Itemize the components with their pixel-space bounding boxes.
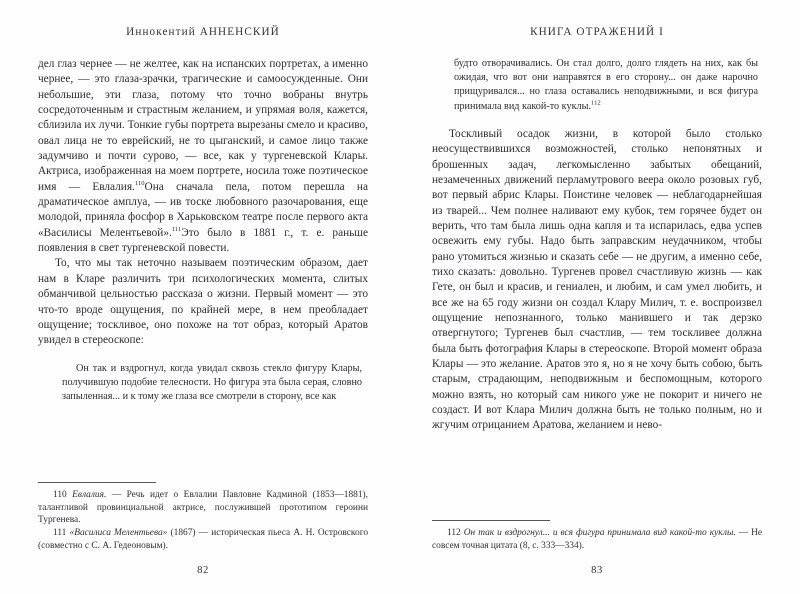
paragraph-text-tail: Это было в 1881 г., т. е. раньше появления в свет тургеневской повести. xyxy=(38,226,368,255)
footnote-item xyxy=(432,527,762,552)
footnote-separator-rule xyxy=(432,520,550,521)
block-quote-continued xyxy=(432,57,762,114)
footnote-text: — Речь идет о Евлалии Павловне Кадминой (1853—1881), талантливой провинциальной актрисе, послужившей прототипом героини Тургенева. xyxy=(38,490,368,525)
footnote-text: — Не совсем точная цитата (8, с. 333—334). xyxy=(432,528,763,551)
block-quote-text: будто отворачивались. Он стал долго, долго глядеть на них, как бы ожидая, что вот они направятся в его сторону... он даже нарочно прищуривался... но глаза оставались неподвижными, и вся фигура принимала вид какой-то куклы. xyxy=(454,58,758,112)
left-page-footnotes xyxy=(38,477,368,552)
footnote-item xyxy=(38,489,368,527)
footnote-separator-rule xyxy=(38,482,156,483)
right-page xyxy=(400,0,800,594)
paragraph xyxy=(38,57,368,256)
footnote-ref-112[interactable]: 112 xyxy=(591,99,601,107)
left-page-running-head: Иннокентий АННЕНСКИЙ xyxy=(126,26,280,38)
right-page-number: 83 xyxy=(591,565,603,576)
footnote-ref-110[interactable]: 110 xyxy=(134,179,145,187)
footnote-text: (1867) — историческая пьеса А. Н. Островского (совместно с С. А. Гедеоновым). xyxy=(38,528,369,551)
right-page-body xyxy=(432,57,762,515)
block-quote: Он так и вздрогнул, когда увидал сквозь стекло фигуру Клары, получившую подобие телесности. Но фигура эта была серая, словно запыленная... и к тому же глаза все смотрели в сторону, все как xyxy=(62,362,362,402)
right-page-footnotes xyxy=(432,515,762,552)
footnote-number: 112 xyxy=(447,528,461,538)
footnote-number: 110 xyxy=(53,490,67,500)
footnote-ref-111[interactable]: 111 xyxy=(171,226,182,234)
paragraph-text: дел глаз чернее — не желтее, как на испанских портретах, а именно чернее, — это глаза-зрачки, трагические и самоосужденные. Они небольшие, эти глаза, потому что точно вобраны внутрь сосредоточенным и страстным желанием, и упрямая воля, кажется, сблизила их лучи. Тонкие губы портрета вырезаны смело и красиво, овал лица не то еврейский, не то цыганский, и самое лицо также задумчиво и почти сурово, — все, как у тургеневской Клары. Актриса, изображенная на моем портрете, носила тоже поэтическое имя — Евлалия. xyxy=(38,58,368,193)
footnote-italic-lead: «Василиса Мелентьева» xyxy=(69,528,168,538)
paragraph: Тоскливый осадок жизни, в которой было столько неосуществившихся возможностей, столько непонятных и брошенных задач, легкомысленно забытых обещаний, незамеченных движений перламутрового веера около розовых губ, вот первый абрис Клары. Поистине человек — неблагодарнейшая из тварей... Чем полнее наливают ему кубок, тем горячее будет он верить, что там была лишь одна капля и та испарилась, едва успев освежить ему губы. Надо быть заправским неудачником, чтобы рано утомиться жизнью и сказать себе — не другим, а именно себе, тихо сказать: довольно. Тургенев провел счастливую жизнь — как Гете, он был и красив, и гениален, и любим, и сам умел любить, и все же на 65 году жизни он создал Клару Милич, т. е. воспроизвел ощущение непознанного, только манившего и так дерзко отвергнутого; Тургенев был счастлив, — тем тоскливее должна была быть фотография Клары в стереоскопе. Второй момент образа Клары — это желание. Аратов это я, но я не хочу быть собою, быть старым, страдающим, неподвижным и беспомощным, которого можно взять, но который сам никого уже не покорит и ничего не создаст. И вот Клара Милич должна быть не только полным, но и жгучим отрицанием Аратова, желанием и нево- xyxy=(432,127,762,432)
footnote-number: 111 xyxy=(53,528,67,538)
footnote-italic-lead: Он так и вздрогнул... и вся фигура принимала вид какой-то куклы. xyxy=(463,528,736,538)
footnote-italic-lead: Евлалия. xyxy=(72,490,107,500)
footnote-item xyxy=(38,527,368,552)
paragraph-text-cont: Она сначала пела, потом перешла на драматическое амплуа, — ив тоске любовного разочарования, еще молодой, приняла фосфор в Харьковском театре после первого акта «Василисы Мелентьевой». xyxy=(38,180,368,239)
left-page-number: 82 xyxy=(197,565,209,576)
paragraph: То, что мы так неточно называем поэтическим образом, дает нам в Кларе различить три психологических момента, слитых обманчивой цельностью рассказа о жизни. Первый момент — это что-то вроде ощущения, по крайней мере, в нем преобладает ощущение; тоскливое, оно похоже на тот образ, который Аратов увидел в стереоскопе: xyxy=(38,257,368,347)
left-page-body xyxy=(38,57,368,477)
right-page-running-head: КНИГА ОТРАЖЕНИЙ I xyxy=(530,26,664,38)
